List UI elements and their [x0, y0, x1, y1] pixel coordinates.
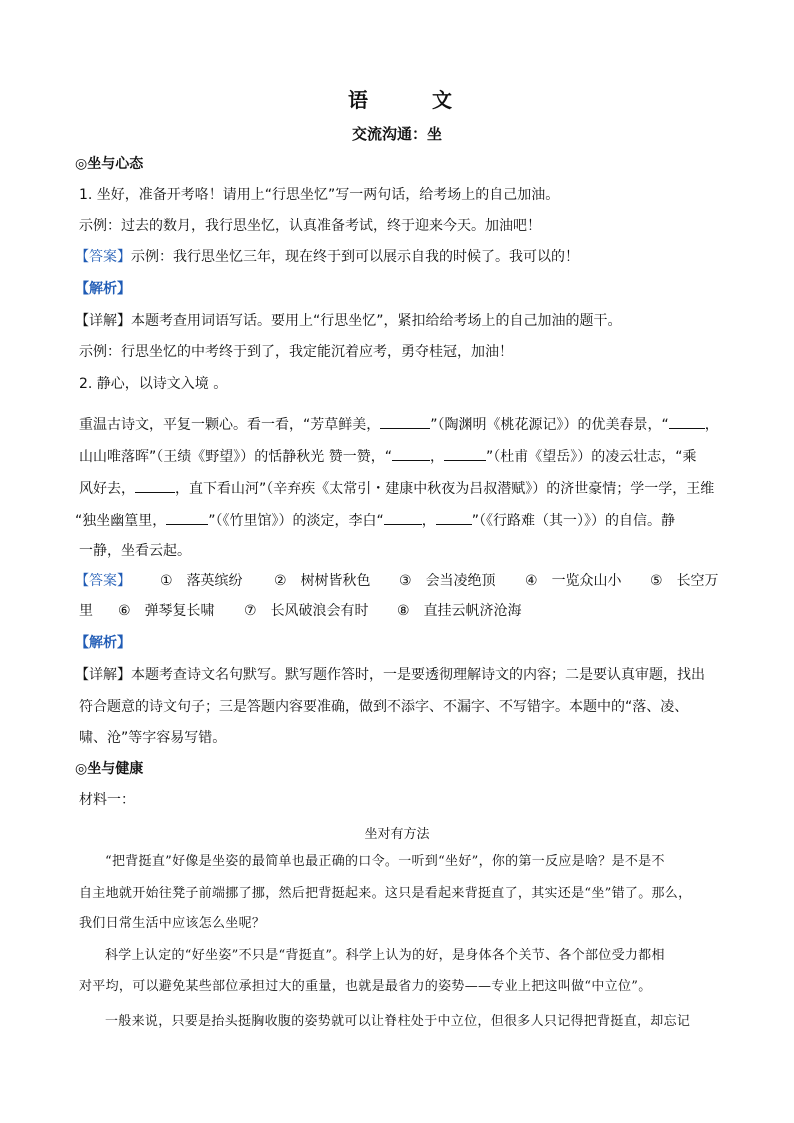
- page-subtitle: 交流沟通：坐: [351, 125, 442, 143]
- detail-tag: 【详解】: [75, 313, 131, 329]
- poem-text: ”（《行路难（其一）》）的自信。静: [471, 513, 676, 529]
- material-paragraph-line: 对平均，可以避免某些部位承担过大的重量，也就是最省力的姿势——专业上把这叫做“中立位”。: [79, 979, 652, 994]
- answer-text: 一览众山小: [551, 573, 622, 589]
- answer-number: ①: [160, 573, 173, 589]
- poem-text: ”（《竹里馆》）的淡定，李白“: [208, 513, 384, 529]
- material-paragraph-line: 自主地就开始往凳子前端挪了挪，然后把背挺起来。这只是看起来背挺直了，其实还是“坐”错了。那么，: [79, 886, 692, 901]
- poem-text: 风好去，: [79, 481, 135, 497]
- poem-text: ”（杜甫《望岳》）的凌云壮志，“乘: [485, 449, 697, 465]
- answer-number: ⑥: [118, 603, 131, 619]
- detail-tag: 【详解】: [75, 667, 131, 683]
- question-1: 1. 坐好，准备开考咯！请用上“行思坐忆”写一两句话，给考场上的自己加油。: [79, 187, 560, 203]
- detail-1: [75, 311, 622, 331]
- answer-number: ③: [399, 573, 412, 589]
- fill-blank-2: [669, 414, 705, 429]
- poem-line-5: 一静，坐看云起。: [79, 543, 191, 559]
- answer-item: [525, 571, 622, 591]
- answer-tag: 【答案】: [75, 249, 131, 265]
- answer-item: [650, 571, 719, 591]
- answer-number: ②: [274, 573, 287, 589]
- detail-2-line-3: 啸、沧”等字容易写错。: [79, 730, 227, 746]
- fill-blank-7: [384, 510, 422, 525]
- answer-item: [244, 601, 369, 621]
- answer-text: 落英缤纷: [186, 573, 243, 589]
- fill-blank-3: [392, 446, 430, 461]
- fill-blank-1: [380, 414, 430, 429]
- material-paragraph-line: 一般来说，只要是抬头挺胸收腹的姿势就可以让脊柱处于中立位，但很多人只记得把背挺直，却忘记: [105, 1014, 691, 1029]
- poem-line-4: [75, 510, 675, 531]
- question-2: 2. 静心，以诗文入境 。: [79, 376, 228, 392]
- detail-2-text: 本题考查诗文名句默写。默写题作答时，一是要透彻理解诗文的内容；二是要认真审题，找出: [131, 667, 705, 683]
- page-title: 语 文: [348, 88, 474, 112]
- answer-text: 弹琴复长啸: [144, 603, 215, 619]
- material-paragraph-line: 科学上认定的“好坐姿”不只是“背挺直”。科学上认为的好，是身体各个关节、各个部位受力都相: [105, 948, 665, 963]
- answer-item: [399, 571, 496, 591]
- material-label: 材料一：: [79, 792, 135, 808]
- poem-text: ，直下看山河”（辛弃疾《太常引・建康中秋夜为吕叔潜赋》）的济世豪情；学一学，王维: [175, 481, 715, 497]
- fill-blank-8: [436, 510, 472, 525]
- detail-1-text: 本题考查用词语写话。要用上“行思坐忆”，紧扣给给考场上的自己加油的题干。: [131, 313, 622, 329]
- material-paragraph-line: “把背挺直”好像是坐姿的最简单也最正确的口令。一听到“坐好”，你的第一反应是啥？是不是不: [105, 854, 665, 869]
- fill-blank-6: [166, 510, 208, 525]
- poem-text: ，: [704, 417, 719, 433]
- answer-text: 长风破浪会有时: [270, 603, 369, 619]
- answer-number: ⑤: [650, 573, 663, 589]
- answer-number: ⑧: [397, 603, 410, 619]
- poem-text: ，: [421, 513, 436, 529]
- material-title: 坐对有方法: [364, 827, 430, 842]
- answer-item: [160, 571, 243, 591]
- analysis-tag: 【解析】: [75, 635, 131, 651]
- answer-1-text: 示例：我行思坐忆三年，现在终于到可以展示自我的时候了。我可以的！: [131, 249, 579, 265]
- poem-text: 山山唯落晖”（王绩《野望》）的恬静秋光 赞一赞，“: [79, 449, 392, 465]
- answer-text: 会当凌绝顶: [425, 573, 496, 589]
- poem-line-3: [79, 478, 714, 499]
- poem-text: ”（陶渊明《桃花源记》）的优美春景，“: [430, 417, 669, 433]
- answer-text: 树树皆秋色: [300, 573, 371, 589]
- fill-blank-4: [444, 446, 486, 461]
- answer-tag: 【答案】: [75, 573, 131, 589]
- answer-number: ④: [525, 573, 538, 589]
- detail-2-line-2: 符合题意的诗文句子；三是答题内容要准确，做到不添字、不漏字、不写错字。本题中的“落、凌、: [79, 699, 689, 715]
- answer-number: ⑦: [244, 603, 257, 619]
- answer-text: 长空万: [676, 573, 719, 589]
- answer-item: [397, 601, 522, 621]
- answer-text: 里: [79, 603, 93, 619]
- answer-item: [79, 601, 93, 621]
- poem-line-2: [79, 446, 696, 467]
- section-heading-mindset: ◎坐与心态: [75, 156, 144, 172]
- detail-1-example: 示例：行思坐忆的中考终于到了，我定能沉着应考，勇夺桂冠，加油！: [79, 344, 513, 360]
- question-1-example: 示例：过去的数月，我行思坐忆，认真准备考试，终于迎来今天。加油吧！: [79, 218, 541, 234]
- fill-blank-5: [135, 478, 175, 493]
- answer-1: [75, 247, 579, 267]
- detail-2-line-1: [75, 665, 705, 685]
- section-heading-health: ◎坐与健康: [75, 761, 144, 777]
- poem-text: “独坐幽篁里，: [75, 513, 167, 529]
- analysis-tag: 【解析】: [75, 281, 131, 297]
- poem-line-1: [79, 414, 719, 435]
- poem-text: 重温古诗文，平复一颗心。看一看，“芳草鲜美，: [79, 417, 381, 433]
- answer-item: [274, 571, 371, 591]
- material-paragraph-line: 我们日常生活中应该怎么坐呢？: [79, 916, 266, 931]
- answer-item: [118, 601, 215, 621]
- poem-text: ，: [429, 449, 444, 465]
- answer-text: 直挂云帆济沧海: [423, 603, 522, 619]
